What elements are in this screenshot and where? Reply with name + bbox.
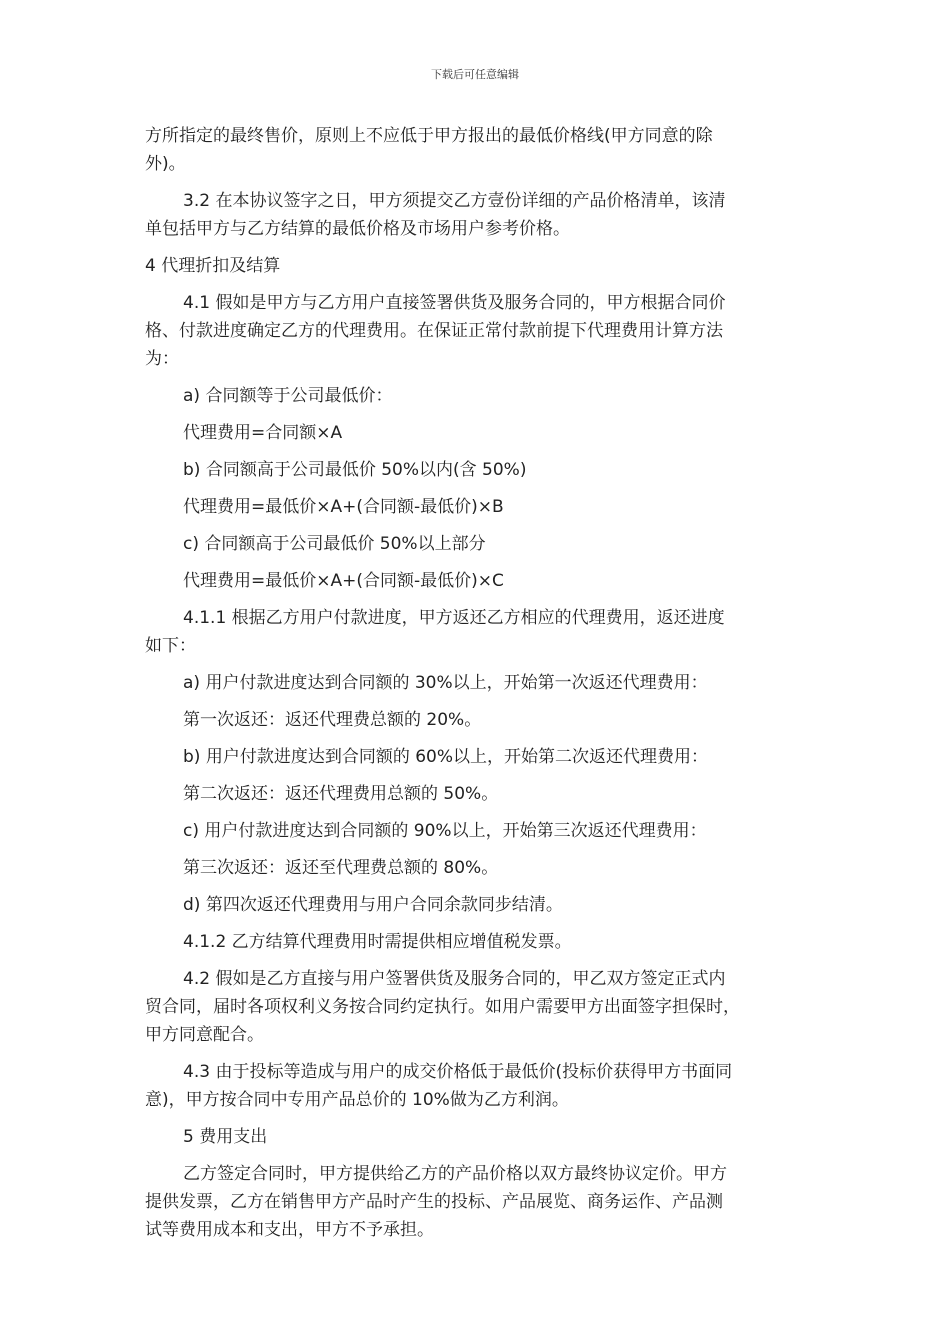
text-line: 4.1 假如是甲方与乙方用户直接签署供货及服务合同的，甲方根据合同价 xyxy=(183,293,726,313)
text-line: 意)，甲方按合同中专用产品总价的 10%做为乙方利润。 xyxy=(145,1090,569,1110)
text-line: 甲方同意配合。 xyxy=(145,1025,264,1045)
refund-third: 第三次返还：返还至代理费总额的 80%。 xyxy=(183,858,499,878)
text-line: 4.2 假如是乙方直接与用户签署供货及服务合同的，甲乙双方签定正式内 xyxy=(183,969,726,989)
section-heading-5: 5 费用支出 xyxy=(183,1127,268,1147)
page-header-note: 下载后可任意编辑 xyxy=(431,68,519,81)
text-line: 贸合同，届时各项权利义务按合同约定执行。如用户需要甲方出面签字担保时， xyxy=(145,997,740,1017)
paragraph-5 xyxy=(145,1160,805,1244)
document-body xyxy=(145,122,805,1253)
refund-second: 第二次返还：返还代理费用总额的 50%。 xyxy=(183,784,499,804)
clause-a: a) 合同额等于公司最低价： xyxy=(183,386,393,406)
refund-condition-a: a) 用户付款进度达到合同额的 30%以上，开始第一次返还代理费用： xyxy=(183,673,708,693)
text-line: 试等费用成本和支出，甲方不予承担。 xyxy=(145,1220,434,1240)
refund-condition-b: b) 用户付款进度达到合同额的 60%以上，开始第二次返还代理费用： xyxy=(183,747,709,767)
text-line: 如下： xyxy=(145,636,196,656)
paragraph-4-1 xyxy=(145,289,805,373)
text-line: 为： xyxy=(145,349,179,369)
formula-c: 代理费用=最低价×A+(合同额-最低价)×C xyxy=(183,571,504,591)
paragraph-4-2 xyxy=(145,965,805,1049)
text-line: 4.1.1 根据乙方用户付款进度，甲方返还乙方相应的代理费用，返还进度 xyxy=(183,608,725,628)
text-line: 3.2 在本协议签字之日，甲方须提交乙方壹份详细的产品价格清单，该清 xyxy=(183,191,726,211)
clause-c: c) 合同额高于公司最低价 50%以上部分 xyxy=(183,534,486,554)
paragraph-4-1-2: 4.1.2 乙方结算代理费用时需提供相应增值税发票。 xyxy=(183,932,572,952)
text-line: 格、付款进度确定乙方的代理费用。在保证正常付款前提下代理费用计算方法 xyxy=(145,321,723,341)
text-line: 提供发票，乙方在销售甲方产品时产生的投标、产品展览、商务运作、产品测 xyxy=(145,1192,723,1212)
paragraph-4-1-1 xyxy=(145,604,805,660)
refund-condition-d: d) 第四次返还代理费用与用户合同余款同步结清。 xyxy=(183,895,563,915)
text-line: 4.3 由于投标等造成与用户的成交价格低于最低价(投标价获得甲方书面同 xyxy=(183,1062,733,1082)
text-line: 方所指定的最终售价，原则上不应低于甲方报出的最低价格线(甲方同意的除 xyxy=(145,126,713,146)
formula-b: 代理费用=最低价×A+(合同额-最低价)×B xyxy=(183,497,504,517)
paragraph-price-floor xyxy=(145,122,805,178)
text-line: 外)。 xyxy=(145,154,186,174)
clause-b: b) 合同额高于公司最低价 50%以内(含 50%) xyxy=(183,460,527,480)
text-line: 乙方签定合同时，甲方提供给乙方的产品价格以双方最终协议定价。甲方 xyxy=(183,1164,727,1184)
section-heading-4: 4 代理折扣及结算 xyxy=(145,256,281,276)
refund-condition-c: c) 用户付款进度达到合同额的 90%以上，开始第三次返还代理费用： xyxy=(183,821,707,841)
text-line: 单包括甲方与乙方结算的最低价格及市场用户参考价格。 xyxy=(145,219,570,239)
paragraph-4-3 xyxy=(145,1058,805,1114)
formula-a: 代理费用=合同额×A xyxy=(183,423,343,443)
refund-first: 第一次返还：返还代理费总额的 20%。 xyxy=(183,710,482,730)
paragraph-3-2 xyxy=(145,187,805,243)
